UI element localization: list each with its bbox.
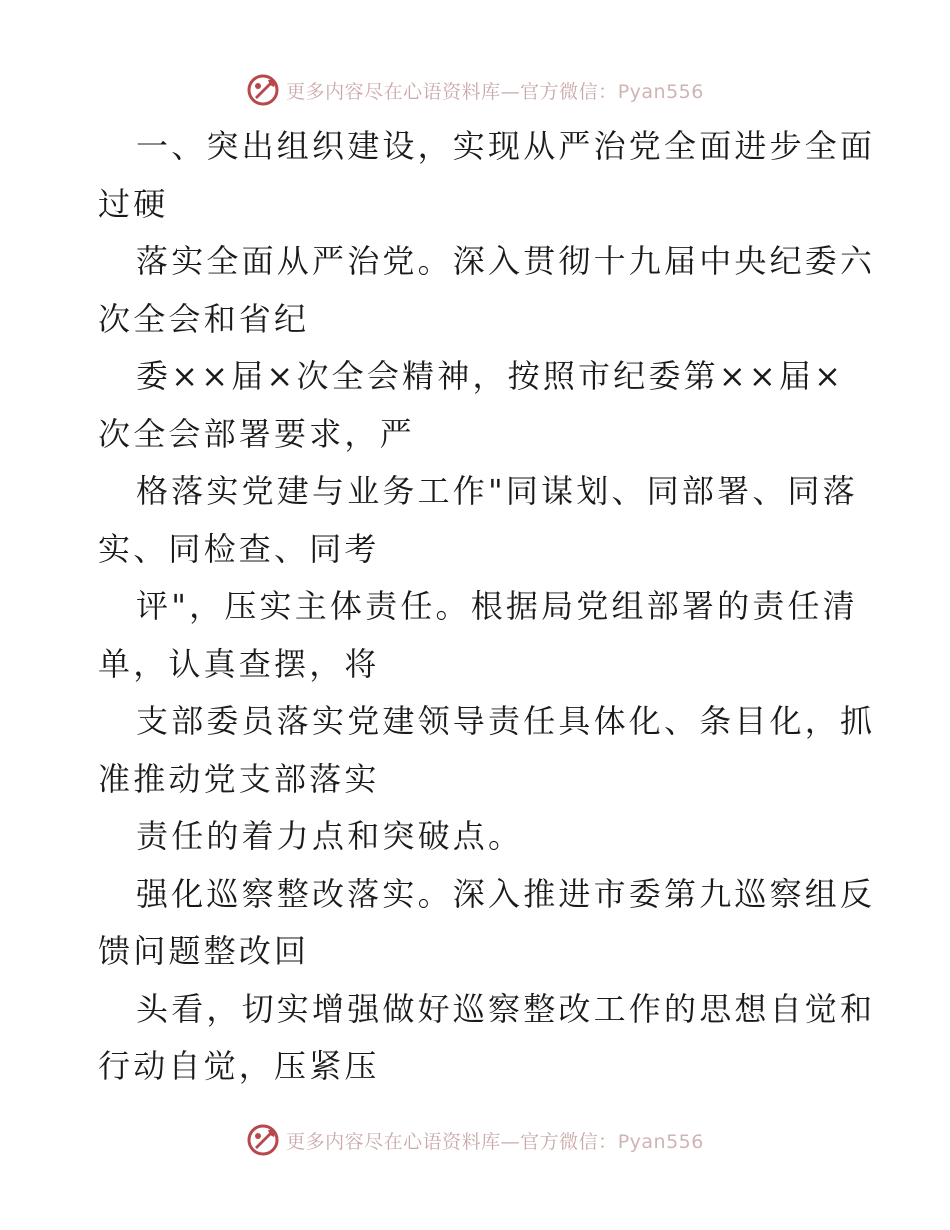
text-line: 头看，切实增强做好巡察整改工作的思想自觉和: [136, 989, 876, 1028]
banner-text: [286, 77, 704, 104]
text-line: 次全会和省纪: [98, 299, 310, 338]
text-line: 强化巡察整改落实。深入推进市委第九巡察组反: [136, 874, 876, 913]
text-line: 责任的着力点和突破点。: [136, 817, 524, 855]
banner-main-text: 更多内容尽在心语资料库: [286, 1130, 501, 1153]
banner-wechat-id: Pyan556: [617, 1130, 704, 1153]
banner-dash: —: [500, 1130, 521, 1153]
banner-wechat-id: Pyan556: [617, 80, 704, 103]
banner-wechat-label: 官方微信：: [520, 1130, 618, 1153]
text-line: 行动自觉，压紧压: [98, 1047, 380, 1085]
text-line: 过硬: [98, 184, 169, 223]
header-banner: [0, 70, 950, 110]
text-line: 落实全面从严治党。深入贯彻十九届中央纪委六: [136, 242, 876, 280]
red-quill-logo-icon: [246, 1123, 280, 1157]
text-line: 格落实党建与业务工作"同谋划、同部署、同落: [136, 472, 858, 510]
red-quill-logo-icon: [246, 73, 280, 107]
text-line: 一、突出组织建设，实现从严治党全面进步全面: [136, 127, 876, 165]
text-line: 单，认真查摆，将: [98, 644, 380, 683]
text-line: 评"，压实主体责任。根据局党组部署的责任清: [136, 587, 858, 625]
text-line: 次全会部署要求，严: [98, 414, 415, 453]
text-line: 馈问题整改回: [98, 932, 310, 970]
banner-wechat-label: 官方微信：: [520, 80, 618, 103]
banner-text: [286, 1127, 704, 1154]
document-body: [98, 118, 876, 1096]
footer-banner: [0, 1120, 950, 1160]
text-line: 委××届×次全会精神，按照市纪委第××届×: [136, 357, 845, 395]
banner-dash: —: [500, 80, 521, 103]
text-line: 支部委员落实党建领导责任具体化、条目化，抓: [136, 702, 876, 740]
text-line: 实、同检查、同考: [98, 529, 380, 568]
banner-main-text: 更多内容尽在心语资料库: [286, 80, 501, 103]
text-line: 准推动党支部落实: [98, 759, 380, 798]
